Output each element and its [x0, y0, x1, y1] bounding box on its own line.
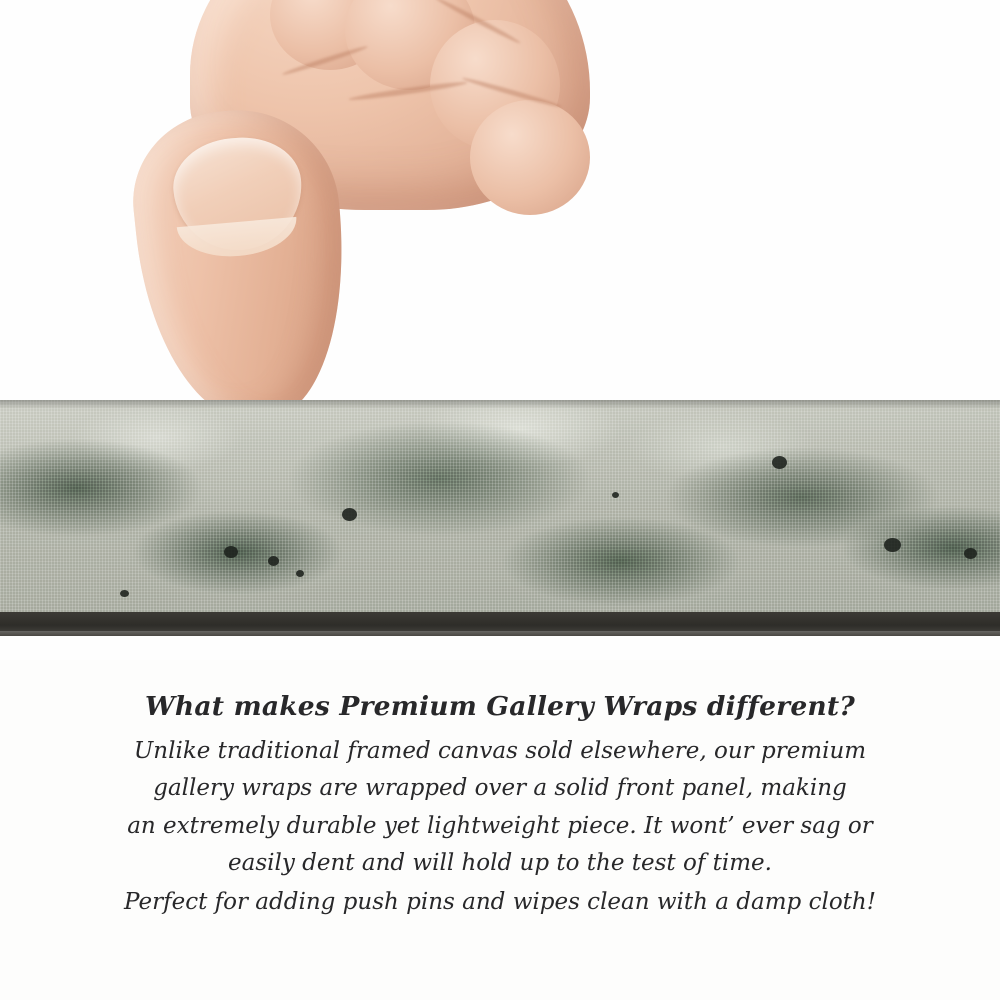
- canvas-wrap-edge-strip: [0, 400, 1000, 622]
- knuckle-4: [470, 100, 590, 215]
- canvas-speck: [268, 556, 279, 566]
- caption-headline: What makes Premium Gallery Wraps different?: [144, 691, 856, 722]
- canvas-speck: [224, 546, 238, 558]
- solid-front-panel-edge: [0, 612, 1000, 636]
- caption-line-4: easily dent and will hold up to the test of time.: [228, 849, 772, 876]
- caption-closing: Perfect for adding push pins and wipes clean with a damp cloth!: [124, 889, 876, 916]
- canvas-weave-pattern: [0, 400, 1000, 622]
- caption-line-2: gallery wraps are wrapped over a solid front panel, making: [153, 775, 847, 802]
- canvas-speck: [612, 492, 619, 498]
- canvas-speck: [296, 570, 304, 577]
- canvas-top-shadow: [0, 400, 1000, 409]
- caption-line-1: Unlike traditional framed canvas sold elsewhere, our premium: [133, 738, 867, 765]
- canvas-speck: [342, 508, 357, 521]
- canvas-speck: [884, 538, 901, 552]
- hand-icon: [130, 0, 600, 430]
- canvas-speck: [120, 590, 129, 597]
- caption-block: [0, 690, 1000, 921]
- canvas-speck: [964, 548, 977, 559]
- canvas-speck: [772, 456, 787, 469]
- caption-line-3: an extremely durable yet lightweight piece. It wont’ ever sag or: [127, 812, 873, 839]
